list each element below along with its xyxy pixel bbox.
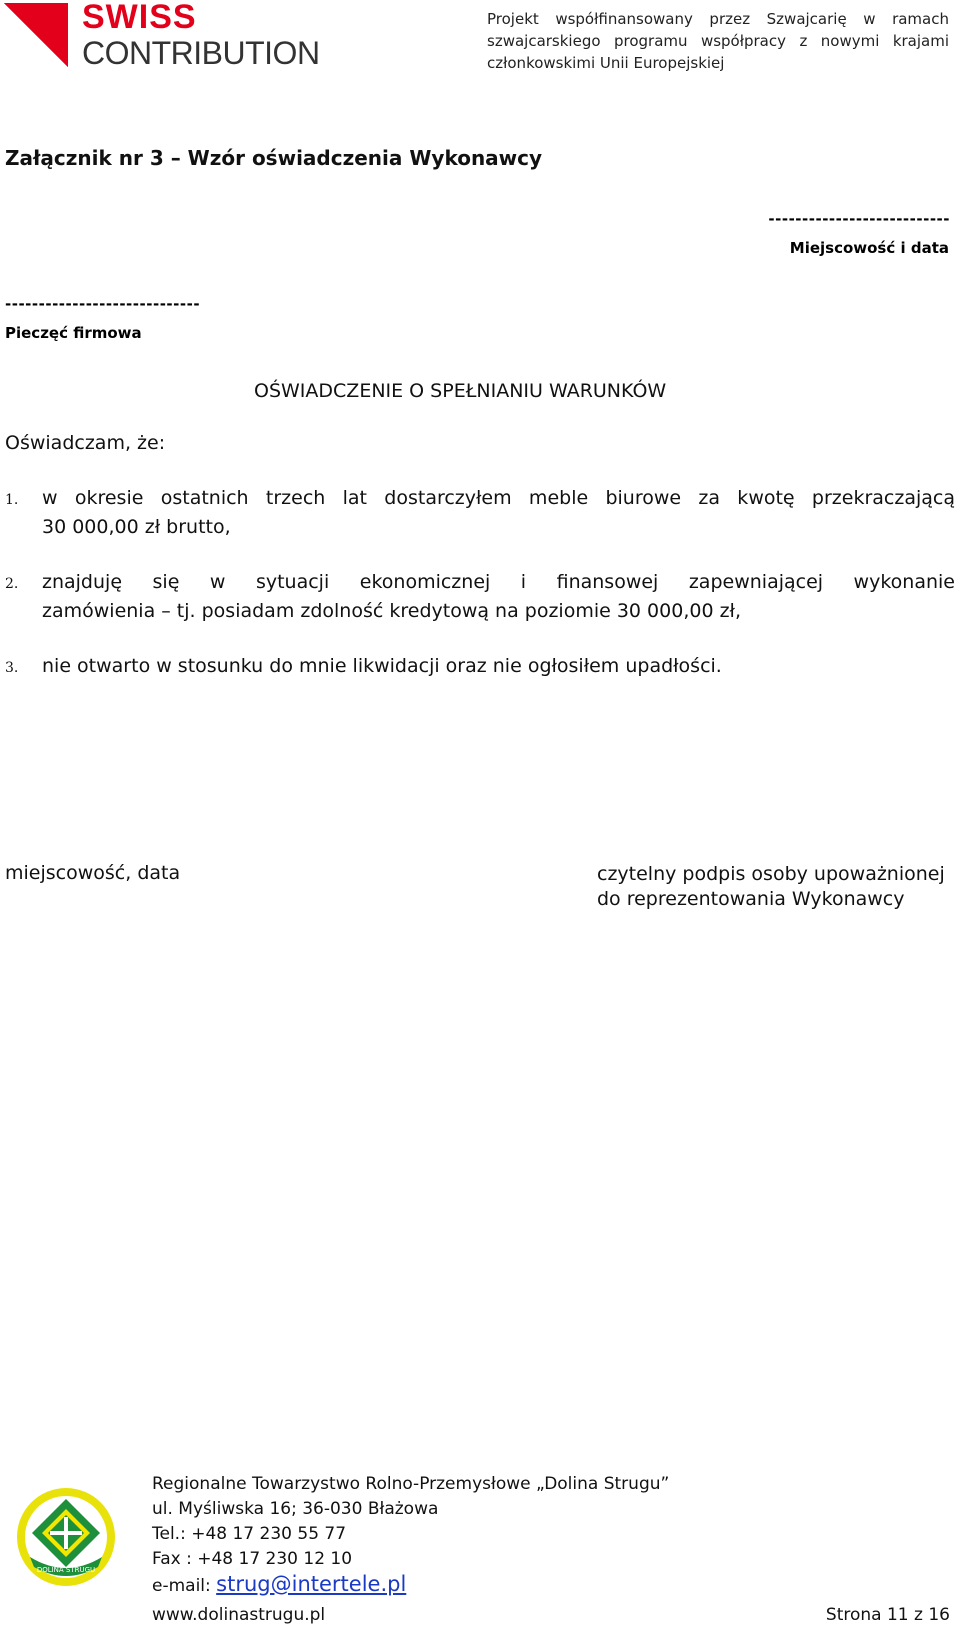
page-number: Strona 11 z 16 — [825, 1605, 950, 1625]
footer-email-row — [152, 1572, 669, 1599]
signature-line: czytelny podpis osoby upoważnionej — [597, 863, 945, 885]
place-date-line: --------------------------- — [768, 210, 950, 228]
swiss-contribution-logo — [0, 0, 330, 80]
list-item-number: 2. — [5, 576, 19, 592]
list-item — [5, 652, 955, 681]
dolina-strugu-logo-icon — [16, 1487, 116, 1587]
footer-org: Regionalne Towarzystwo Rolno-Przemysłowe „Dolina Strugu” — [152, 1474, 670, 1494]
list-item — [5, 568, 955, 626]
list-item-text: znajduję się w sytuacji ekonomicznej i finansowej zapewniającej wykonanie — [42, 571, 955, 593]
signature-line: do reprezentowania Wykonawcy — [597, 888, 905, 910]
logo-contribution-text: CONTRIBUTION — [82, 35, 320, 71]
list-item-text: 30 000,00 zł brutto, — [42, 516, 231, 538]
cofinancing-note-line: Projekt współfinansowany przez Szwajcarię w ramach — [487, 10, 949, 28]
list-item-text: w okresie ostatnich trzech lat dostarczyłem meble biurowe za kwotę przekraczającą — [42, 487, 955, 509]
cofinancing-note-line: szwajcarskiego programu współpracy z nowymi krajami — [487, 32, 949, 50]
footer-website: www.dolinastrugu.pl — [152, 1605, 326, 1625]
list-item-text: zamówienia – tj. posiadam zdolność kredytową na poziomie 30 000,00 zł, — [42, 600, 741, 622]
cofinancing-note — [487, 8, 949, 74]
cofinancing-note-line: członkowskimi Unii Europejskiej — [487, 54, 725, 72]
signature-authorized-person — [597, 862, 945, 912]
declaration-intro: Oświadczam, że: — [5, 432, 166, 454]
footer-tel: Tel.: +48 17 230 55 77 — [152, 1524, 347, 1544]
document-title: Załącznik nr 3 – Wzór oświadczenia Wykonawcy — [5, 146, 543, 170]
place-date-label: Miejscowość i data — [789, 239, 949, 257]
stamp-line: ----------------------------- — [5, 295, 201, 313]
list-item-number: 3. — [5, 660, 19, 676]
footer-email-label: e-mail: — [152, 1576, 217, 1596]
declaration-heading: OŚWIADCZENIE O SPEŁNIANIU WARUNKÓW — [254, 380, 667, 402]
svg-text:DOLINA STRUGU: DOLINA STRUGU — [36, 1566, 96, 1574]
logo-swiss-text: SWISS — [82, 0, 197, 36]
footer-contact — [152, 1472, 669, 1599]
list-item — [5, 484, 955, 542]
footer-fax: Fax : +48 17 230 12 10 — [152, 1549, 353, 1569]
signature-place-date: miejscowość, data — [5, 862, 181, 884]
list-item-number: 1. — [5, 492, 19, 508]
list-item-text: nie otwarto w stosunku do mnie likwidacji oraz nie ogłosiłem upadłości. — [42, 655, 722, 677]
footer-address: ul. Myśliwska 16; 36-030 Błażowa — [152, 1499, 439, 1519]
footer-email-link[interactable]: strug@intertele.pl — [216, 1572, 407, 1596]
swiss-logo-icon — [4, 3, 68, 67]
stamp-label: Pieczęć firmowa — [5, 324, 142, 342]
